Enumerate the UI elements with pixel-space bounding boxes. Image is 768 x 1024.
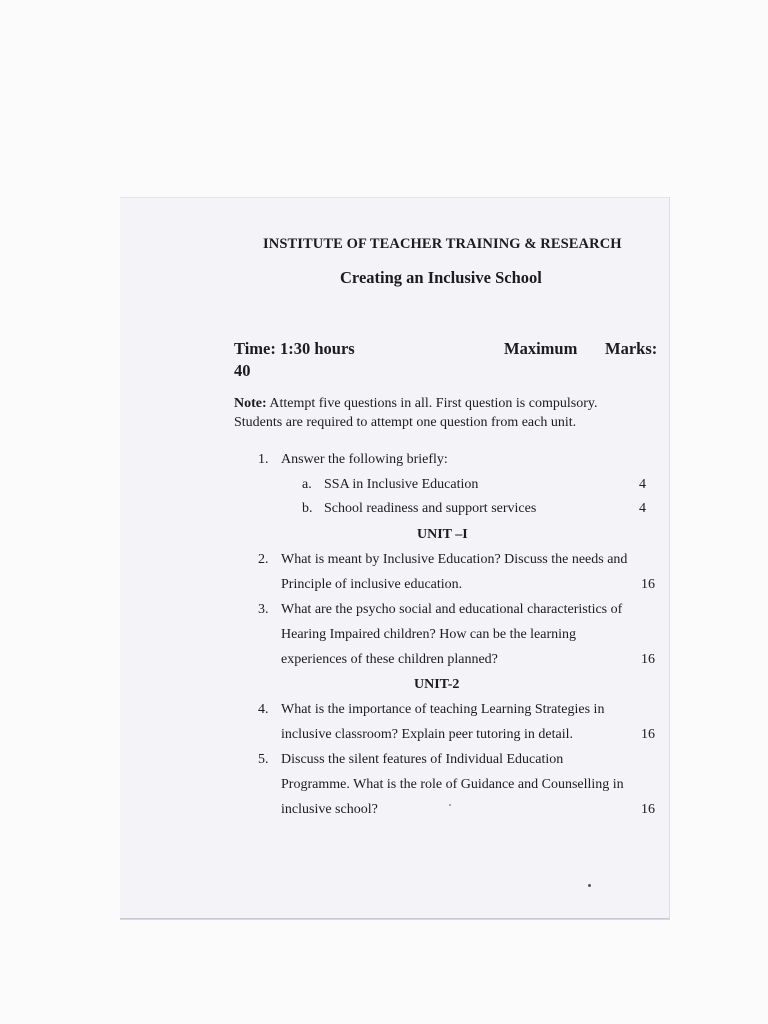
question-marks: 4 xyxy=(639,501,646,516)
sub-question-letter: b. xyxy=(302,501,313,516)
maximum-label: Maximum xyxy=(504,339,578,358)
time-allowed: Time: 1:30 hours xyxy=(234,339,355,358)
sub-question-text: School readiness and support services xyxy=(324,501,537,516)
question-text-line: Programme. What is the role of Guidance and Counselling in xyxy=(281,777,624,792)
question-marks: 4 xyxy=(639,477,646,492)
note-line-1 xyxy=(234,394,597,413)
question-marks: 16 xyxy=(641,577,655,592)
question-text-line: inclusive classroom? Explain peer tutoring in detail. xyxy=(281,727,573,742)
question-marks: 16 xyxy=(641,802,655,817)
question-number: 4. xyxy=(258,702,269,717)
question-text: Answer the following briefly: xyxy=(281,452,448,467)
question-number: 2. xyxy=(258,552,269,567)
note-text-2: Students are required to attempt one question from each unit. xyxy=(234,415,577,430)
sub-question-letter: a. xyxy=(302,477,312,492)
unit-heading: UNIT-2 xyxy=(414,677,460,692)
note-text-1: Attempt five questions in all. First question is compulsory. xyxy=(266,396,598,411)
maximum-marks-value: 40 xyxy=(234,361,251,380)
question-text-line: experiences of these children planned? xyxy=(281,652,498,667)
question-text-line: Hearing Impaired children? How can be the learning xyxy=(281,627,577,642)
sub-question-text: SSA in Inclusive Education xyxy=(324,477,479,492)
question-text-line: What is the importance of teaching Learning Strategies in xyxy=(281,702,605,717)
question-text-line: Principle of inclusive education. xyxy=(281,577,463,592)
question-marks: 16 xyxy=(641,727,655,742)
question-text-line: What are the psycho social and educational characteristics of xyxy=(281,602,623,617)
paper-title: Creating an Inclusive School xyxy=(340,268,542,287)
unit-heading: UNIT –I xyxy=(417,527,468,542)
marks-label: Marks: xyxy=(605,339,658,358)
question-text-line: What is meant by Inclusive Education? Discuss the needs and xyxy=(281,552,628,567)
scan-speck xyxy=(449,804,451,806)
note-label: Note: xyxy=(234,396,267,411)
question-number: 3. xyxy=(258,602,269,617)
institute-name: INSTITUTE OF TEACHER TRAINING & RESEARCH xyxy=(263,236,622,252)
question-number: 5. xyxy=(258,752,269,767)
question-text-line: inclusive school? xyxy=(281,802,378,817)
scan-speck xyxy=(588,884,591,887)
question-number: 1. xyxy=(258,452,269,467)
instructions-note xyxy=(234,394,597,432)
question-marks: 16 xyxy=(641,652,655,667)
question-text-line: Discuss the silent features of Individual Education xyxy=(281,752,564,767)
